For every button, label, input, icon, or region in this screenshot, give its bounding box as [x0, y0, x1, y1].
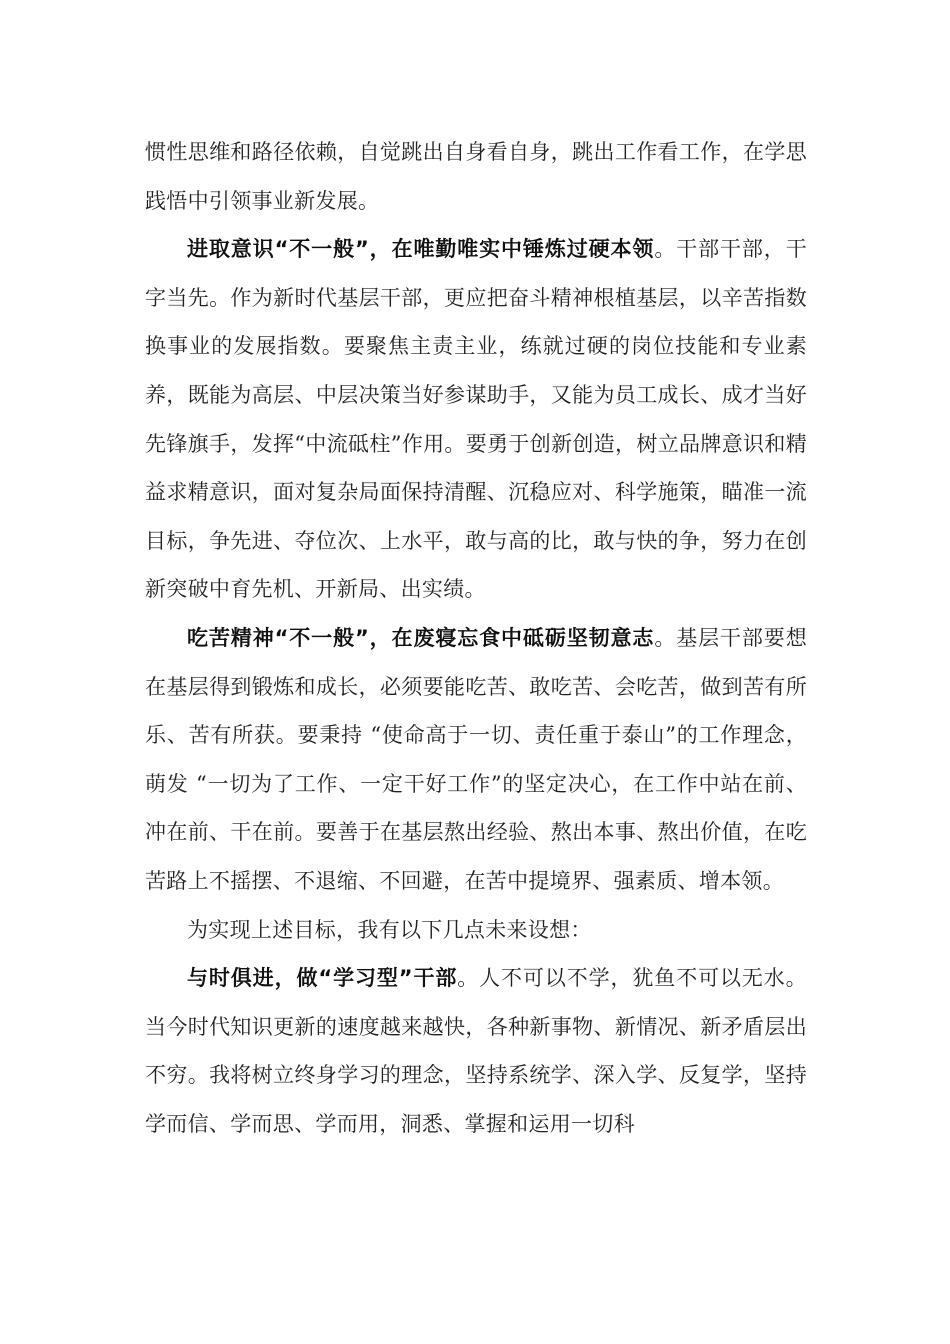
paragraph-text: 。人不可以不学，犹鱼不可以无水。当今时代知识更新的速度越来越快，各种新事物、新情况、新矛盾层出不穷。我将树立终身学习的理念，坚持系统学、深入学、反复学，坚持学而信、学而思、学而用，洞悉、掌握和运用一切科: [145, 966, 807, 1136]
paragraph-learning-cadre: [145, 954, 807, 1148]
paragraph-continuation: [145, 128, 807, 225]
paragraph-text: 。基层干部要想在基层得到锻炼和成长，必须要能吃苦、敢吃苦、会吃苦，做到苦有所乐、苦有所获。要秉持 “使命高于一切、责任重于泰山”的工作理念，萌发 “一切为了工作、一定干好工作”的坚定决心，在工作中站在前、冲在前、干在前。要善于在基层熬出经验、熬出本事、熬出价值，在吃苦路上不摇摆、不退缩、不回避，在苦中提境界、强素质、增本领。: [145, 625, 808, 893]
paragraph-lead-heading: 进取意识“不一般”，在唯勤唯实中锤炼过硬本领: [187, 237, 655, 262]
paragraph-text: 为实现上述目标，我有以下几点未来设想：: [187, 917, 592, 942]
paragraph-enterprise-awareness: [145, 225, 807, 614]
paragraph-text: 惯性思维和路径依赖，自觉跳出自身看自身，跳出工作看工作，在学思践悟中引领事业新发展。: [145, 140, 807, 213]
paragraph-hardship-spirit: [145, 614, 807, 906]
paragraph-future-plans-intro: [145, 906, 807, 955]
paragraph-text: 。干部干部，干字当先。作为新时代基层干部，更应把奋斗精神根植基层，以辛苦指数换事业的发展指数。要聚焦主责主业，练就过硬的岗位技能和专业素养，既能为高层、中层决策当好参谋助手，又能为员工成长、成才当好先锋旗手，发挥“中流砥柱”作用。要勇于创新创造，树立品牌意识和精益求精意识，面对复杂局面保持清醒、沉稳应对、科学施策，瞄准一流目标，争先进、夺位次、上水平，敢与高的比，敢与快的争，努力在创新突破中育先机、开新局、出实绩。: [145, 237, 808, 602]
paragraph-lead-heading: 与时俱进，做“学习型”干部: [187, 966, 458, 991]
document-body: [145, 128, 807, 1148]
paragraph-lead-heading: 吃苦精神“不一般”，在废寝忘食中砥砺坚韧意志: [187, 625, 655, 650]
